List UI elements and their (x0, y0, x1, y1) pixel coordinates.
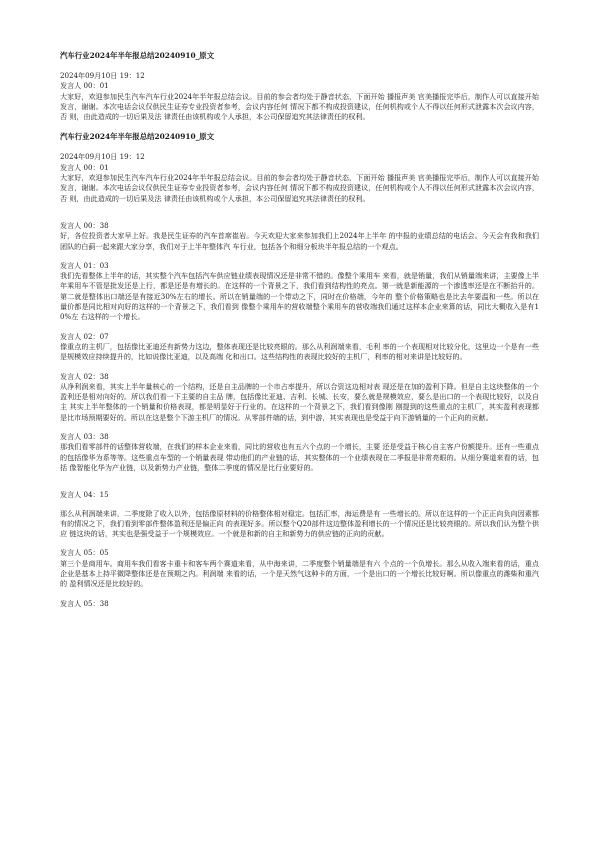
speaker-label: 发言人 00：01 (60, 162, 109, 172)
transcript-paragraph: 从净利润来看，其实上半年量核心的一个结构，还是自主品牌的一个市占率提升，所以合资这边相对表 现还是在加的盈利下降。但是自主这块整体的一个盈利还是相对向好的。所以我们看一下主要的自主品 牌，包括像比亚迪、吉利、长城、长安，要么就是规模效应，要么是出口的一个表现比较好，以及自主 其实上半年整体的一个销量和价格表现，都是明显好于行业的。在这样的一个背景之下，我们看到像刚 刚提到的这些重点的主机厂，其实盈利表现都是比市场预期要好的。所以在这是整个下游主机厂的情况。从零部件端的话，到中游，其实表现也是受益于向下游销量的一个正向的贡献。 (60, 381, 539, 422)
transcript-paragraph: 好，各位投资者大家早上好。我是民生证券的汽车首席崔岩。今天欢迎大家来参加我们上2024年上半年 的中报的业绩总结的电话会。今天会有我和我们团队的白蓟一起来跟大家分享，我们对于上半年整体汽 车行业，包括各个和细分板块半年报总结的一个观点。 (60, 231, 539, 251)
transcript-paragraph: 那我们看零部件的话整体营收端，在我们的样本企业来看，同比的营收也有五六个点的一个增长，主要 还是受益于核心自主客户份额提升。还有一些重点的包括像华为系等等。这些重点车型的一个销量表现 带动他们的产业链的话，其实整体的一个业绩表现在二季报是非常亮眼的。从细分赛道来看的话，包括 像智能化华为产业链，以及新势力产业链，整体二季度的情况是比行业要好的。 (60, 442, 539, 472)
speaker-label: 发言人 02：07 (60, 331, 109, 341)
document-title-repeat: 汽车行业2024年半年报总结20240910_原文 (60, 132, 215, 142)
speaker-label: 发言人 02：38 (60, 371, 109, 381)
speaker-label: 发言人 04：15 (60, 490, 109, 500)
speaker-label: 发言人 01：03 (60, 260, 109, 270)
speaker-label: 发言人 00：01 (60, 81, 109, 91)
speaker-label: 发言人 05：05 (60, 548, 109, 558)
meeting-date: 2024年09月10日 19：12 (60, 71, 145, 80)
transcript-paragraph: 那么从利润端来讲，二季度除了收入以外，包括像原材料的价格整体相对稳定。包括汇率，海运费是有 一些增长的。所以在这样的一个正正向负向因素都有的情况之下，我们看到零部件整体盈利还是偏正向 的表现好多。所以整个Q20部件这边整体盈利增长的一个情况还是比较亮眼的。所以我们认为整个供应 链这块的话，其实也是强受益于一个规模效应。一个就是和新的自主和新势力的供应链的正向的贡献。 (60, 508, 539, 539)
transcript-paragraph: 第三个是商用车。商用车我们看客卡重卡和客车两个赛道来看，从中海来讲，二季度整个销量端是有六 个点的一个负增长。那么从收入端来看的话，重点企业是基本上持平微降整体还是在预期之内。利润端 来看的话，一个是天然气这种卡的方面，一个是出口的一个增长比较好啊。所以像重点的潍柴和重汽的 盈利情况还是比较好的。 (60, 558, 539, 589)
intro-paragraph-repeat: 大家好，欢迎参加民生汽车汽车行业2024年半年报总结会议。目前的参会者均处于静音状态，下面开始 播报声美 官美播报完毕后，制作人可以直接开始发言，谢谢。本次电话会议仅供民生证券专业投资者参考，会议内容任何 情况下都不构成投资建议，任何机构或个人不得以任何形式泄露本次会议内容，否 则，由此造成的一切后果及法 律责任由该机构或个人承担，本公司保留追究其法律责任的权利。 (60, 173, 539, 203)
document-title: 汽车行业2024年半年报总结20240910_原文 (60, 51, 215, 60)
meeting-date-repeat: 2024年09月10日 19：12 (60, 152, 145, 162)
transcript-paragraph: 像重点的主机厂，包括像比亚迪还有新势力这边，整体表现还是比较亮眼的。那么从利润端来看，毛利 率的一个表现相对比较分化，这里边一个是有一些是规模效应持续提升的，比如说像比亚迪，以及高端 化和出口。这些结构性的表现比较好的主机厂，利率的相对来讲是比较好的。 (60, 341, 539, 362)
speaker-label: 发言人 03：38 (60, 432, 109, 442)
speaker-label: 发言人 00：38 (60, 220, 109, 230)
intro-paragraph: 大家好，欢迎参加民生汽车汽车行业2024年半年报总结会议。目前的参会者均处于静音状态，下面开始 播报声美 官美播报完毕后，制作人可以直接开始发言，谢谢。本次电话会议仅供民生证券专业投资者参考，会议内容任何 情况下都不构成投资建议，任何机构或个人不得以任何形式泄露本次会议内容，否 则，由此造成的一切后果及法 律责任由该机构或个人承担，本公司保留追究其法律责任的权利。 (60, 91, 539, 122)
transcript-paragraph: 我们先看整体上半年的话，其实整个汽车包括汽车供应链业绩表现情况还是非常不错的。像整个乘用车 来看，就是销量，我们从销量端来讲，主要像上半年乘用车不管是批发还是上行，都是还是有增长的。在这样的一个背景之下，我们看到结构性的亮点。第一就是新能源的一个渗透率还是在不断抬升的。第二就是整体出口端还是有接近30%左右的增长。所以在销量端的一个带动之下，同时在价格端，今年的 整个价格策略也是比去年要温和一些。所以在量价都是同比相对向好的这样的一个背景之下，我们看到 像整个乘用车的营收端整个乘用车的营收端我们通过这样本企业来算的话，同比大概收入是有10%左 右这样的一个增长。 (60, 271, 539, 322)
speaker-label: 发言人 05：38 (60, 598, 109, 608)
